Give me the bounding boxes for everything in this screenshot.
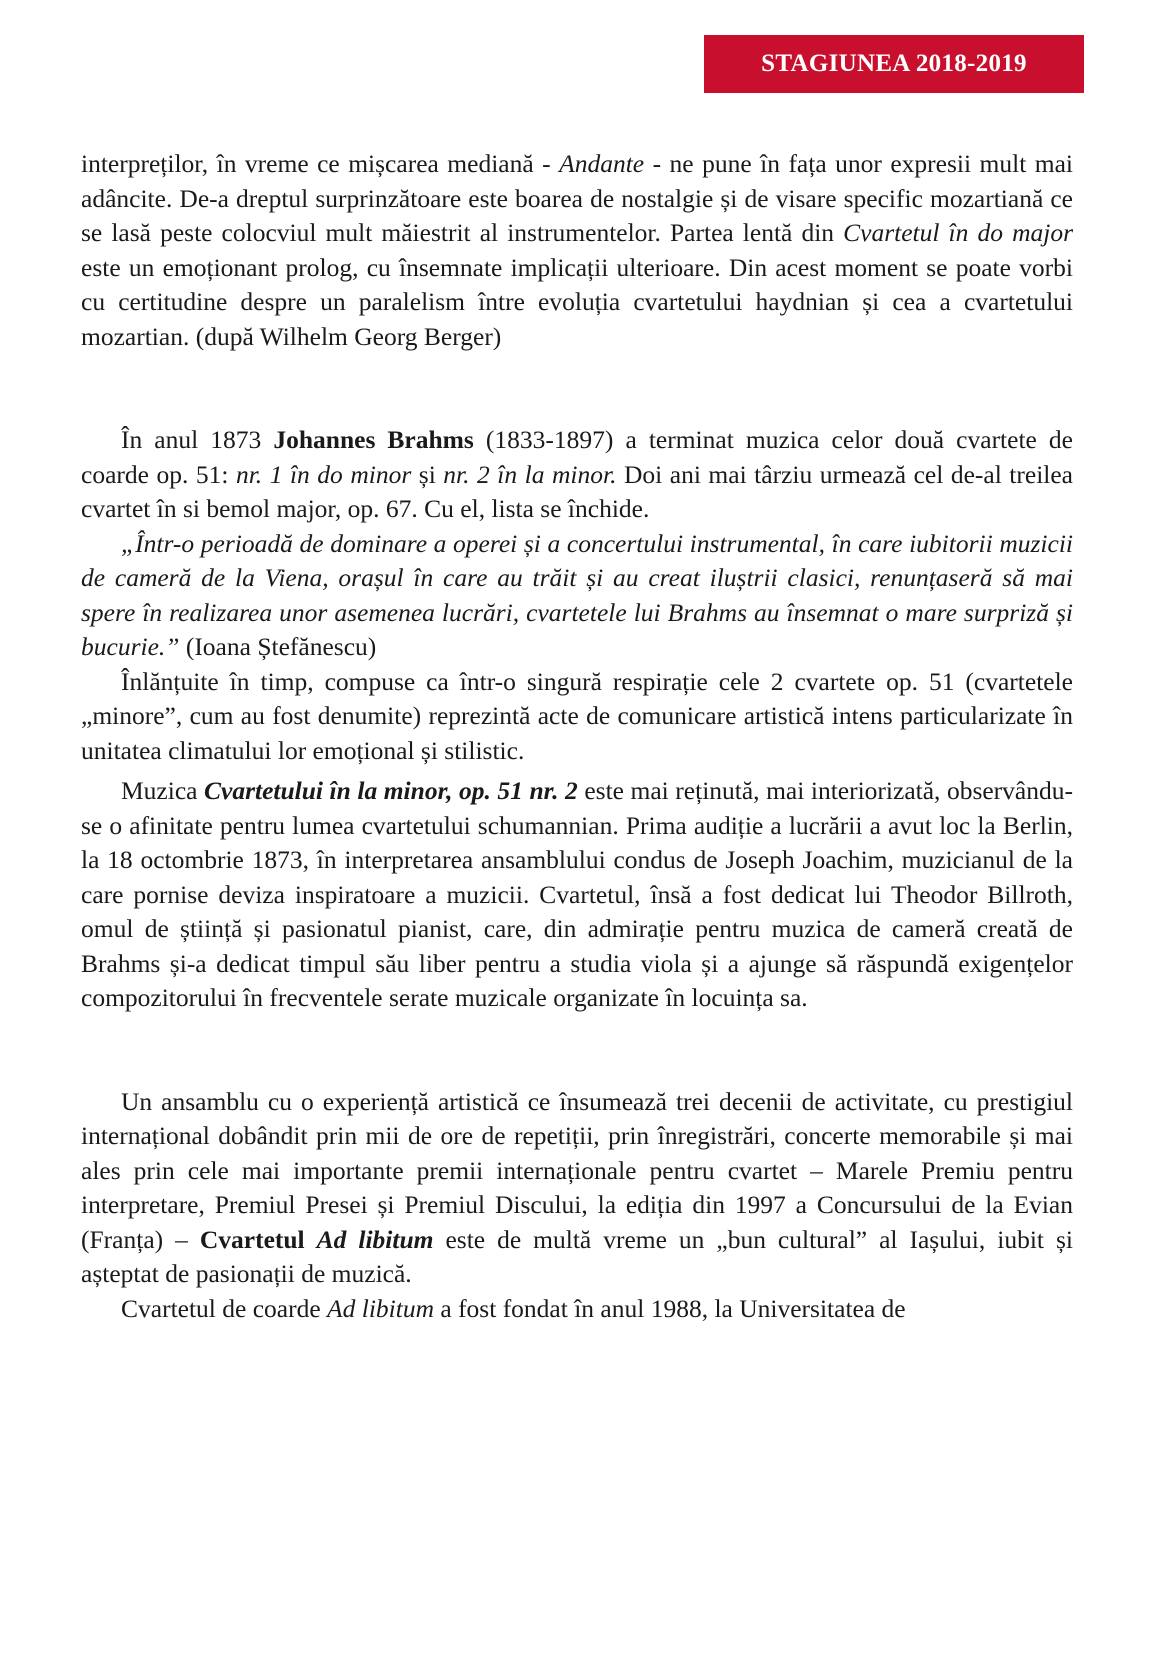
text-run: este mai reținută, mai interiorizată, observându-se o afinitate pentru lumea cvartetului schumannian. Prima audiție a lucrării a avut loc la Berlin, la 18 octombrie 1873, în interpretarea ansamblului condus de Joseph Joachim, muzicianul de la care pornise deviza inspiratoare a muzicii. Cvartetul, însă a fost dedicat lui Theodor Billroth, omul de știință și pasionatul pianist, care, din admirație pentru muzica de cameră creată de Brahms și-a dedicat timpul său liber pentru a studia viola și a ajunge să răspundă exigențelor compozitorului în frecventele serate muzicale organizate în locuința sa. [81,776,1073,1012]
paragraph-op51-nr2 [81,774,1073,1016]
paragraph-brahms-intro [81,423,1073,527]
paragraph-ad-libitum-ensemble [81,1085,1073,1292]
section-spacer [81,354,1073,423]
text-run: În anul 1873 [121,425,274,454]
italic-work-title: nr. 2 în la minor. [443,459,617,489]
text-run: Un ansamblu cu o experiență artistică ce însumează trei decenii de activitate, cu prestigiul internațional dobândit prin mii de ore de repetiții, prin înregistrări, concerte memorabile și mai ales prin cele mai importante premii internaționale pentru cvartet – Marele Premiu pentru interpretare, Premiul Presei și Premiul Discului, la ediția din 1997 a Concursului de la Evian (Franța) – [81,1086,1073,1254]
season-banner [704,35,1084,93]
paragraph-ad-libitum-founding [81,1292,1073,1327]
text-run: interpreților, în vreme ce mișcarea mediană - [81,149,560,178]
paragraph-minor-quartets [81,665,1073,769]
bold-italic-work-title: Cvartetului în la minor, op. 51 nr. 2 [204,776,578,805]
quote-attribution: (Ioana Ștefănescu) [179,632,377,661]
text-run: (1833-1897) a terminat muzica celor două cvartete de coarde op. 51: [81,425,1073,489]
italic-quote: „Într-o perioadă de dominare a operei și a concertului instrumental, în care iubitorii muzicii de cameră de la Viena, orașul în care au trăit și au creat iluștrii clasici, renunțaseră să mai spere în realizarea unor asemenea lucrări, cvartetele lui Brahms au însemnat o mare surpriză și bucurie.” [81,528,1073,661]
text-run: este de multă vreme un „bun cultural” al Iașului, iubit și așteptat de pasionații de muzică. [81,1224,1073,1288]
italic-term-andante: Andante [559,149,645,178]
italic-work-title: nr. 1 în do minor [235,459,412,489]
ensemble-name-italic: Ad libitum [316,1224,434,1254]
italic-ensemble-name: Ad libitum [327,1293,434,1323]
section-spacer [81,1016,1073,1085]
paragraph-mozart-continuation [81,147,1073,354]
text-run: Muzica [121,776,204,805]
season-banner-text: STAGIUNEA 2018-2019 [761,50,1027,77]
text-run: a fost fondat în anul 1988, la Universitatea de [434,1293,906,1323]
italic-work-title: Cvartetul în do major [843,218,1073,247]
text-run: - ne pune în fața unor expresii mult mai adâncite. De-a dreptul surprinzătoare este boarea de nostalgie și de visare specific mozartiană ce se lasă peste colocviul mult măiestrit al instrumentelor. Partea lentă din [81,149,1074,247]
text-run: Înlănțuite în timp, compuse ca într-o singură respirație cele 2 cvartete op. 51 (cvartetele „minore”, cum au fost denumite) reprezintă acte de comunicare artistică intens particularizate în unitatea climatului lor emoțional și stilistic. [81,666,1073,765]
ensemble-name: Cvartetul [199,1224,317,1254]
document-body [81,147,1073,1326]
composer-name: Johannes Brahms [273,425,474,454]
text-run: și [411,459,444,489]
text-run: Cvartetul de coarde [121,1293,328,1323]
text-run: este un emoționant prolog, cu însemnate implicații ulterioare. Din acest moment se poate vorbi cu certitudine despre un paralelism între evoluția cvartetului haydnian și cea a cvartetului mozartian. (după Wilhelm Georg Berger) [81,252,1073,351]
paragraph-quote [81,527,1073,665]
text-run: Doi ani mai târziu urmează cel de-al treilea cvartet în si bemol major, op. 67. Cu el, lista se închide. [81,459,1074,523]
